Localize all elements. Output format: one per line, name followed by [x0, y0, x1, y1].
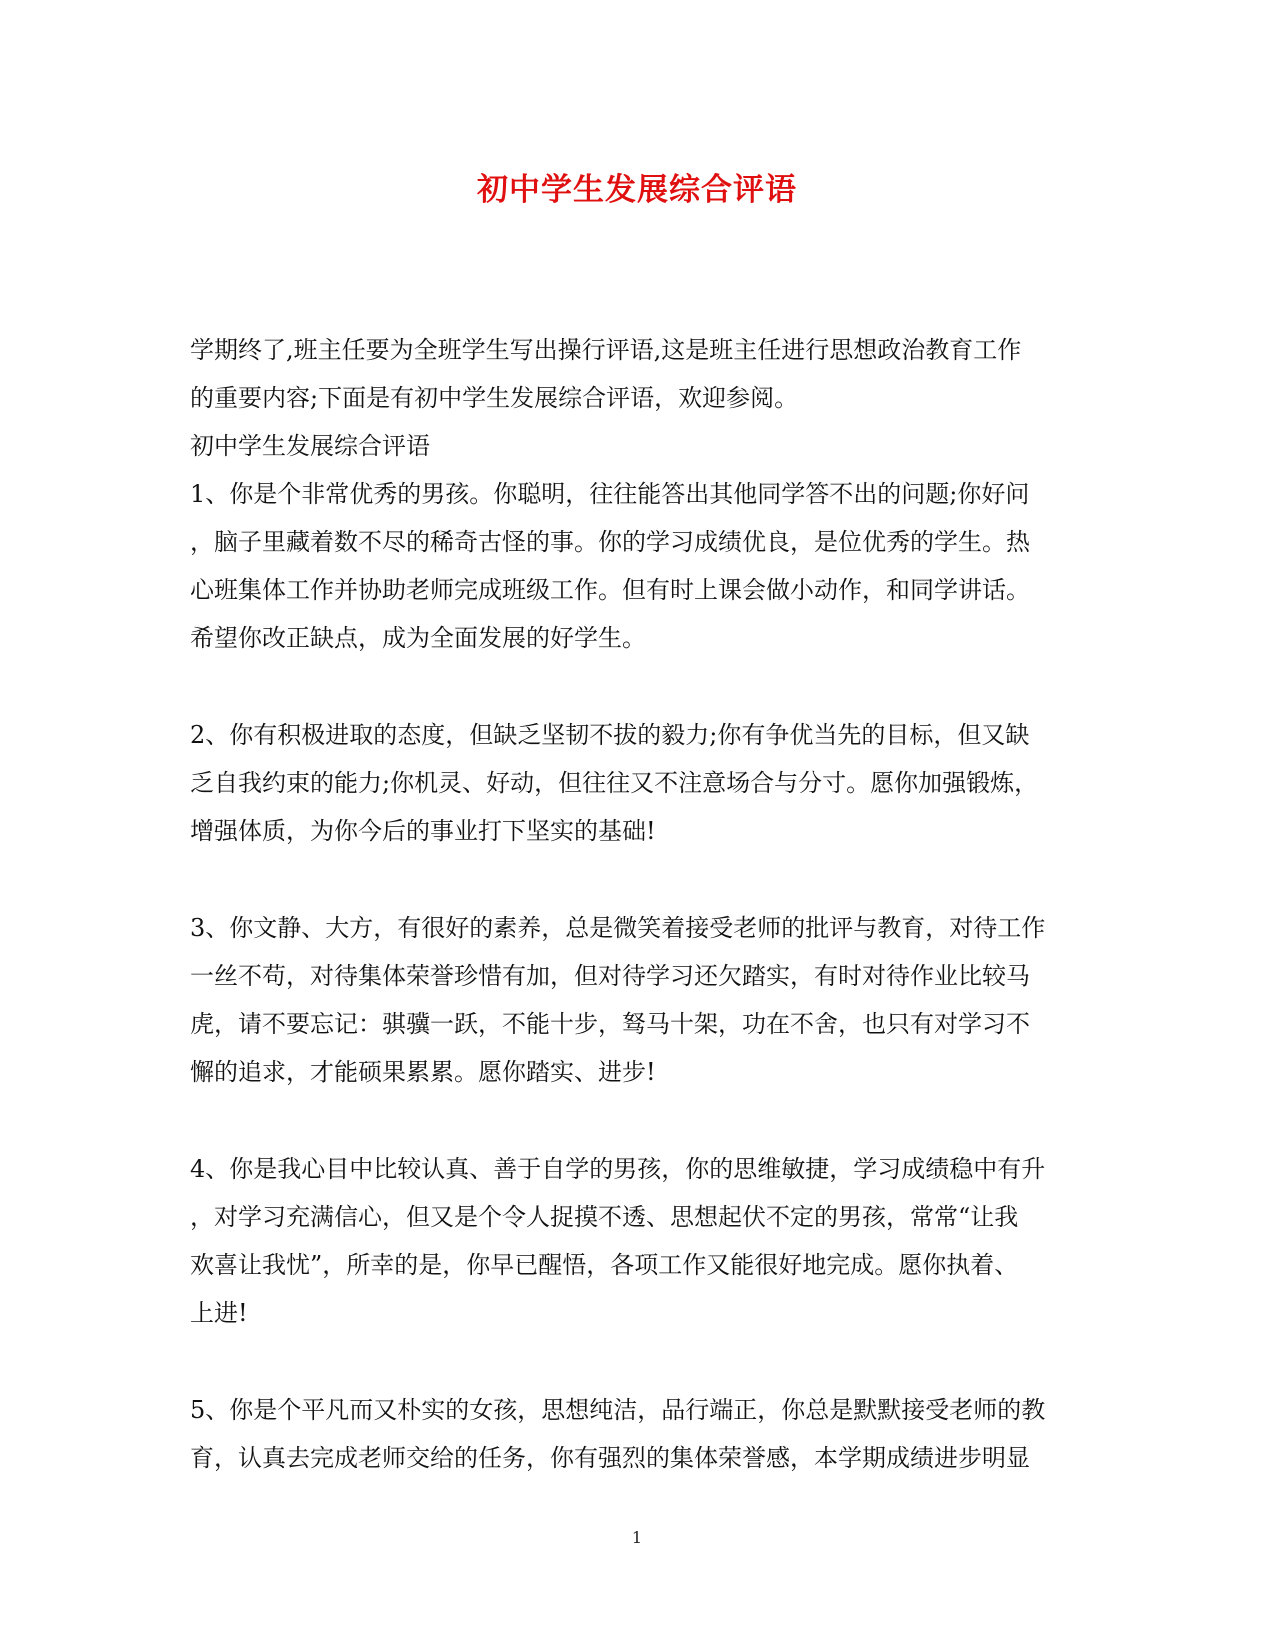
text-line: 学期终了,班主任要为全班学生写出操行评语,这是班主任进行思想政治教育工作	[190, 336, 1022, 364]
document-body	[190, 326, 1080, 1482]
paragraph-gap	[190, 1337, 1080, 1386]
text-line: 2、你有积极进取的态度，但缺乏坚韧不拔的毅力;你有争优当先的目标，但又缺	[190, 721, 1030, 749]
comment-item-4	[190, 1145, 1080, 1337]
text-line: 增强体质，为你今后的事业打下坚实的基础!	[190, 817, 656, 845]
text-line: ，脑子里藏着数不尽的稀奇古怪的事。你的学习成绩优良，是位优秀的学生。热	[190, 528, 1030, 556]
text-line: 懈的追求，才能硕果累累。愿你踏实、进步!	[190, 1058, 656, 1086]
comment-item-2	[190, 711, 1080, 855]
paragraph-gap	[190, 855, 1080, 904]
comment-item-1	[190, 470, 1080, 662]
text-line: 4、你是我心目中比较认真、善于自学的男孩，你的思维敏捷，学习成绩稳中有升	[190, 1155, 1046, 1183]
text-line: 上进!	[190, 1299, 248, 1327]
text-line: ，对学习充满信心，但又是个令人捉摸不透、思想起伏不定的男孩，常常“让我	[190, 1203, 1019, 1231]
text-line: 5、你是个平凡而又朴实的女孩，思想纯洁，品行端正，你总是默默接受老师的教	[190, 1396, 1046, 1424]
comment-item-5	[190, 1386, 1080, 1482]
text-line: 虎，请不要忘记：骐骥一跃，不能十步，驽马十架，功在不舍，也只有对学习不	[190, 1010, 1030, 1038]
text-line: 一丝不苟，对待集体荣誉珍惜有加，但对待学习还欠踏实，有时对待作业比较马	[190, 962, 1030, 990]
page-number: 1	[631, 1528, 643, 1547]
paragraph-gap	[190, 662, 1080, 711]
text-line: 乏自我约束的能力;你机灵、好动，但往往又不注意场合与分寸。愿你加强锻炼，	[190, 769, 1039, 797]
section-heading: 初中学生发展综合评语	[190, 432, 430, 460]
text-line: 心班集体工作并协助老师完成班级工作。但有时上课会做小动作，和同学讲话。	[190, 576, 1030, 604]
text-line: 育，认真去完成老师交给的任务，你有强烈的集体荣誉感，本学期成绩进步明显	[190, 1444, 1030, 1472]
text-line: 欢喜让我忧”，所幸的是，你早已醒悟，各项工作又能很好地完成。愿你执着、	[190, 1251, 1019, 1279]
text-line: 的重要内容;下面是有初中学生发展综合评语，欢迎参阅。	[190, 384, 799, 412]
comment-item-3	[190, 904, 1080, 1096]
text-line: 3、你文静、大方，有很好的素养，总是微笑着接受老师的批评与教育，对待工作	[190, 914, 1046, 942]
document-title: 初中学生发展综合评语	[477, 172, 797, 208]
text-line: 希望你改正缺点，成为全面发展的好学生。	[190, 624, 646, 652]
intro-paragraph	[190, 326, 1080, 470]
text-line: 1、你是个非常优秀的男孩。你聪明，往往能答出其他同学答不出的问题;你好问	[190, 480, 1030, 508]
paragraph-gap	[190, 1096, 1080, 1145]
